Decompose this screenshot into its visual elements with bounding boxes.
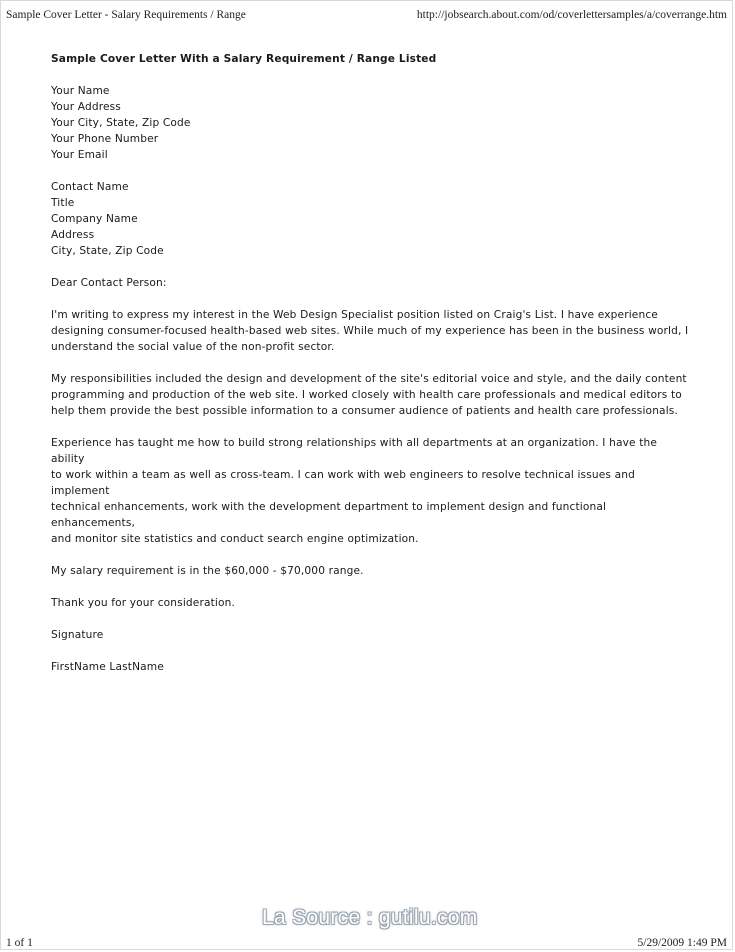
print-datetime: 5/29/2009 1:49 PM [637, 937, 727, 949]
paragraph-thanks [51, 595, 691, 611]
paragraph-line: I'm writing to express my interest in the Web Design Specialist position listed on Craig's List. I have experience [51, 309, 658, 321]
paragraph-line: technical enhancements, work with the development department to implement design and functional enhancements, [51, 501, 607, 529]
paragraph-responsibilities [51, 371, 691, 419]
paragraph-line: Thank you for your consideration. [51, 597, 236, 609]
paragraph-line: My responsibilities included the design and development of the site's editorial voice and style, and the daily content [51, 373, 687, 385]
recipient-address [51, 179, 691, 259]
paragraph-line: help them provide the best possible information to a consumer audience of patients and health care professionals. [51, 405, 678, 417]
letter-title: Sample Cover Letter With a Salary Requirement / Range Listed [51, 53, 437, 65]
print-header [6, 9, 727, 21]
recipient-line: Contact Name [51, 181, 129, 193]
paragraph-line: understand the social value of the non-profit sector. [51, 341, 335, 353]
signer-name: FirstName LastName [51, 661, 164, 673]
page-count: 1 of 1 [6, 937, 33, 949]
recipient-line: City, State, Zip Code [51, 245, 164, 257]
recipient-line: Company Name [51, 213, 138, 225]
recipient-line: Address [51, 229, 95, 241]
sender-address [51, 83, 691, 163]
salutation: Dear Contact Person: [51, 277, 167, 289]
header-title: Sample Cover Letter - Salary Requirements / Range [6, 9, 246, 21]
sender-line: Your Email [51, 149, 108, 161]
header-url[interactable]: http://jobsearch.about.com/od/coverlettersamples/a/coverrange.htm [416, 9, 727, 21]
sender-line: Your Address [51, 101, 121, 113]
paragraph-salary [51, 563, 691, 579]
sender-line: Your Name [51, 85, 110, 97]
paragraph-line: to work within a team as well as cross-team. I can work with web engineers to resolve technical issues and implement [51, 469, 635, 497]
paragraph-line: Experience has taught me how to build strong relationships with all departments at an organization. I have the ability [51, 437, 658, 465]
print-footer [6, 937, 727, 949]
paragraph-line: programming and production of the web site. I worked closely with health care professionals and medical editors to [51, 389, 682, 401]
paragraph-line: and monitor site statistics and conduct search engine optimization. [51, 533, 419, 545]
source-watermark: La Source : gutilu.com [262, 906, 478, 929]
cover-letter [51, 51, 691, 691]
paragraph-experience [51, 435, 691, 547]
signature: Signature [51, 629, 104, 641]
paragraph-line: My salary requirement is in the $60,000 - $70,000 range. [51, 565, 364, 577]
paragraph-line: designing consumer-focused health-based web sites. While much of my experience has been in the business world, I [51, 325, 689, 337]
sender-line: Your City, State, Zip Code [51, 117, 191, 129]
paragraph-interest [51, 307, 691, 355]
sender-line: Your Phone Number [51, 133, 159, 145]
recipient-line: Title [51, 197, 75, 209]
